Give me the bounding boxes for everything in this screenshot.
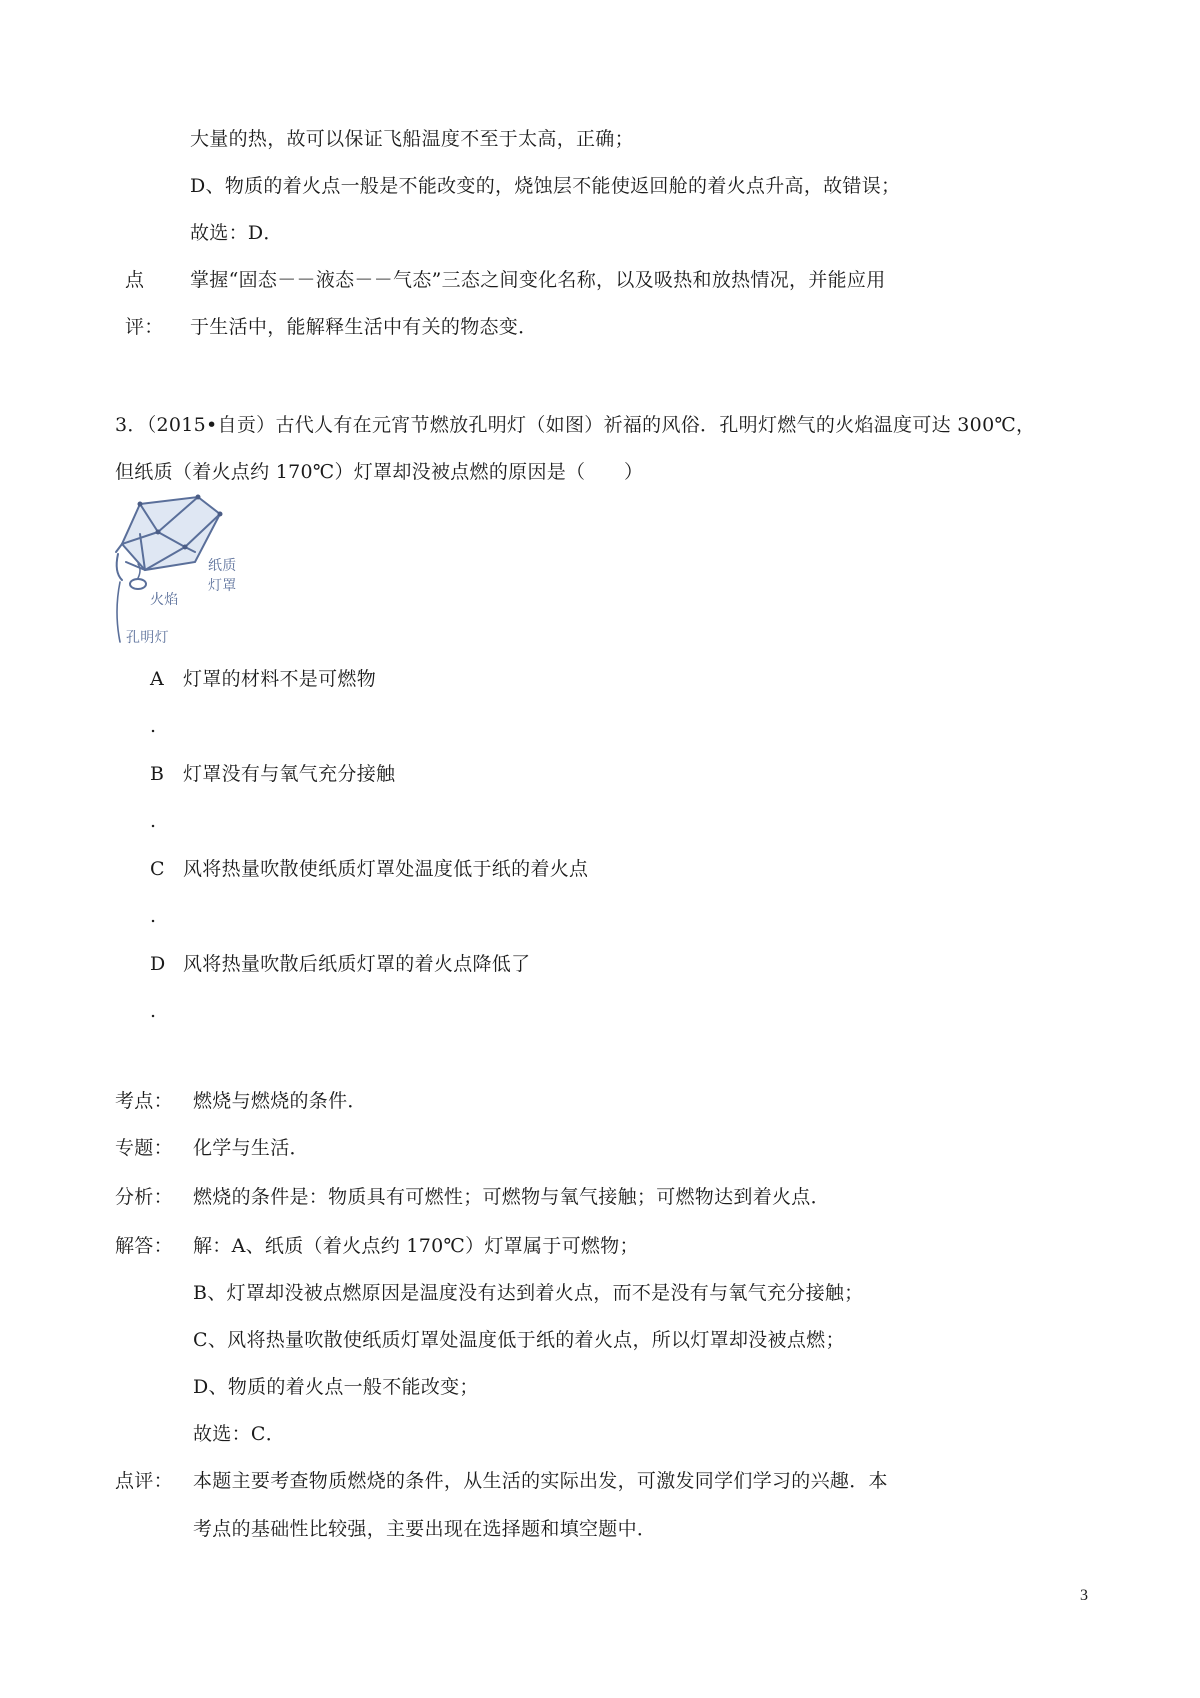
option-text: 风将热量吹散使纸质灯罩处温度低于纸的着火点 bbox=[183, 858, 589, 880]
jieda-line: 故选：C． bbox=[193, 1423, 286, 1445]
option-dot: . bbox=[150, 715, 157, 737]
jieda-line: 解：A、纸质（着火点约 170℃）灯罩属于可燃物； bbox=[193, 1235, 639, 1257]
fenxi-label: 分析： bbox=[115, 1186, 173, 1208]
jieda-line: D、物质的着火点一般不能改变； bbox=[193, 1376, 479, 1398]
question-stem: 3．（2015•自贡）古代人有在元宵节燃放孔明灯（如图）祈福的风俗．孔明灯燃气的火焰温度可达 300℃， bbox=[115, 414, 1036, 436]
answer-line: 故选：D． bbox=[190, 222, 283, 244]
kongming-lantern-figure bbox=[110, 492, 260, 652]
zhuanti-text: 化学与生活． bbox=[193, 1137, 309, 1159]
solution-text-line: 大量的热，故可以保证飞船温度不至于太高，正确； bbox=[190, 128, 634, 150]
jieda-line: B、灯罩却没被点燃原因是温度没有达到着火点，而不是没有与氧气充分接触； bbox=[193, 1282, 864, 1304]
dianping-label: 点评： bbox=[115, 1470, 173, 1492]
comment-label: 点 bbox=[125, 269, 145, 291]
option-text: 灯罩的材料不是可燃物 bbox=[183, 668, 377, 690]
kaodian-label: 考点： bbox=[115, 1090, 173, 1112]
page-number: 3 bbox=[1080, 1587, 1089, 1604]
dianping-text: 考点的基础性比较强，主要出现在选择题和填空题中． bbox=[193, 1518, 657, 1540]
figure-label-flame: 火焰 bbox=[150, 592, 179, 608]
fenxi-text: 燃烧的条件是：物质具有可燃性；可燃物与氧气接触；可燃物达到着火点． bbox=[193, 1186, 830, 1208]
figure-label-paper: 纸质 bbox=[208, 558, 237, 574]
option-dot: . bbox=[150, 810, 157, 832]
comment-text: 掌握“固态－－液态－－气态”三态之间变化名称，以及吸热和放热情况，并能应用 bbox=[190, 269, 886, 291]
comment-text: 于生活中，能解释生活中有关的物态变． bbox=[190, 316, 538, 338]
figure-label-lantern: 孔明灯 bbox=[126, 630, 169, 646]
option-text: 风将热量吹散后纸质灯罩的着火点降低了 bbox=[183, 953, 531, 975]
option-dot: . bbox=[150, 1000, 157, 1022]
jieda-label: 解答： bbox=[115, 1235, 173, 1257]
option-letter: C bbox=[150, 858, 165, 880]
question-stem: 但纸质（着火点约 170℃）灯罩却没被点燃的原因是（ ） bbox=[115, 461, 644, 483]
zhuanti-label: 专题： bbox=[115, 1137, 173, 1159]
jieda-line: C、风将热量吹散使纸质灯罩处温度低于纸的着火点，所以灯罩却没被点燃； bbox=[193, 1329, 845, 1351]
option-letter: D bbox=[150, 953, 166, 975]
solution-text-line: D、物质的着火点一般是不能改变的，烧蚀层不能使返回舱的着火点升高，故错误； bbox=[190, 175, 901, 197]
dianping-text: 本题主要考查物质燃烧的条件，从生活的实际出发，可激发同学们学习的兴趣．本 bbox=[193, 1470, 888, 1492]
figure-label-shade: 灯罩 bbox=[208, 578, 237, 594]
option-letter: B bbox=[150, 763, 165, 785]
option-text: 灯罩没有与氧气充分接触 bbox=[183, 763, 396, 785]
comment-label: 评： bbox=[125, 316, 164, 338]
option-dot: . bbox=[150, 905, 157, 927]
option-letter: A bbox=[150, 668, 165, 690]
kaodian-text: 燃烧与燃烧的条件． bbox=[193, 1090, 367, 1112]
